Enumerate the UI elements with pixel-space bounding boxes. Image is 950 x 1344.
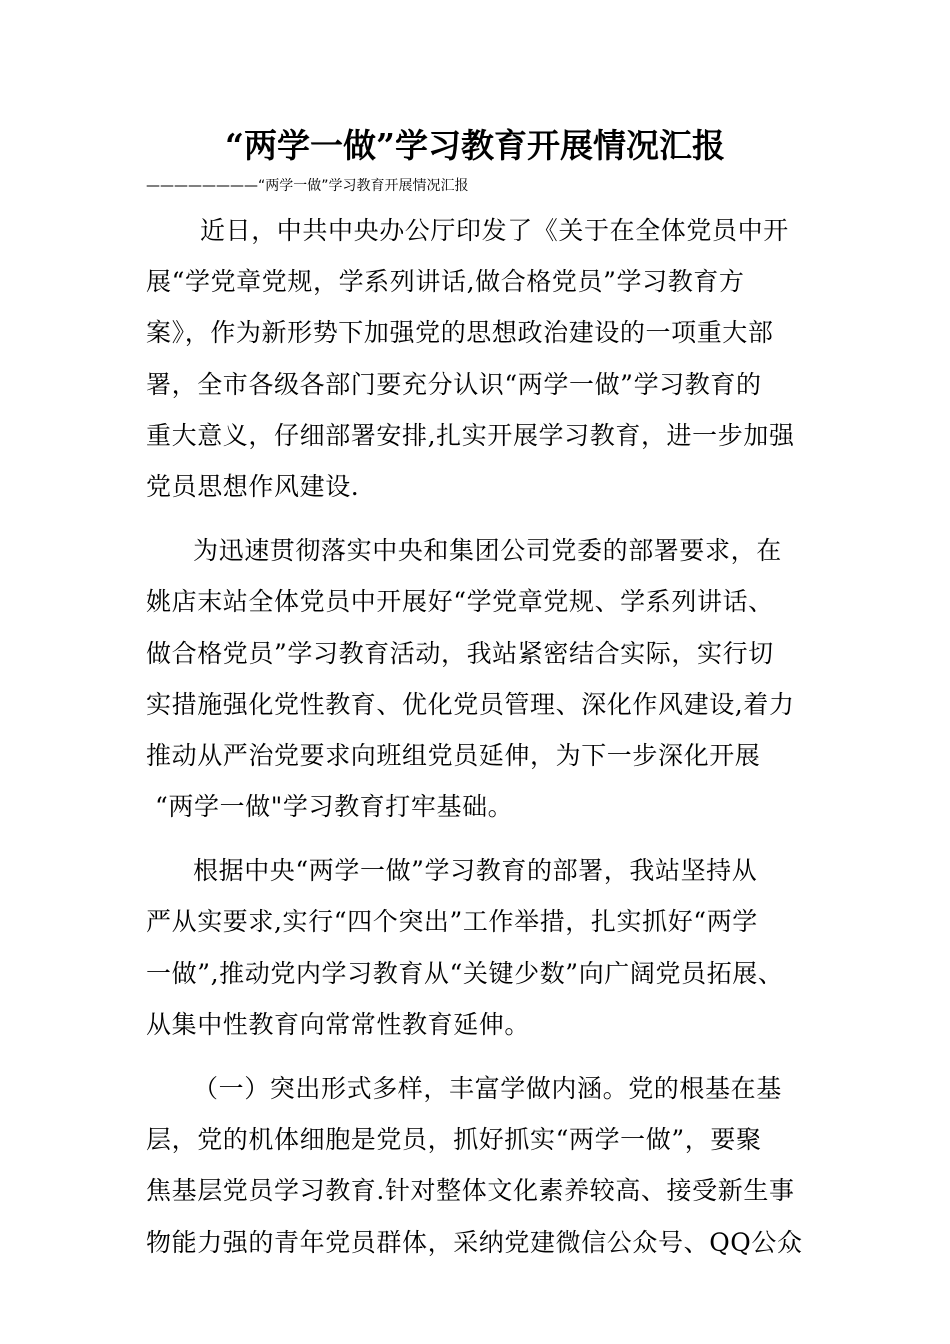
- paragraph: [146, 845, 811, 1050]
- document-title: “两学一做”学习教育开展情况汇报: [225, 126, 725, 165]
- text-line: 案》，作为新形势下加强党的思想政治建设的一项重大部: [146, 318, 774, 348]
- text-line: 党员思想作风建设.: [146, 471, 360, 501]
- text-line: 做合格党员”学习教育活动，我站紧密结合实际，实行切: [146, 638, 774, 668]
- text-line: 重大意义，仔细部署安排,扎实开展学习教育，进一步加强: [146, 420, 795, 450]
- paragraph: [146, 1063, 811, 1268]
- paragraph: [146, 205, 811, 512]
- text-line: 近日，中共中央办公厅印发了《关于在全体党员中开: [200, 216, 789, 245]
- text-line: 展“学党章党规，学系列讲话,做合格党员”学习教育方: [146, 267, 745, 297]
- text-line: 一做”,推动党内学习教育从“关键少数”向广阔党员拓展、: [146, 958, 784, 988]
- text-line: 署，全市各级各部门要充分认识“两学一做”学习教育的: [146, 369, 762, 399]
- text-line: 实措施强化党性教育、优化党员管理、深化作风建设,着力: [146, 689, 795, 719]
- text-line: 从集中性教育向常常性教育延伸。: [146, 1009, 531, 1039]
- text-line: 为迅速贯彻落实中央和集团公司党委的部署要求，在: [193, 536, 782, 566]
- text-line: 物能力强的青年党员群体，采纳党建微信公众号、QQ公众: [146, 1227, 803, 1257]
- text-line: 根据中央“两学一做”学习教育的部署，我站坚持从: [193, 856, 758, 886]
- paragraph: [146, 525, 811, 832]
- document-body: [146, 205, 811, 1268]
- text-line: 层，党的机体细胞是党员，抓好抓实“两学一做”，要聚: [146, 1125, 762, 1155]
- text-line: 姚店末站全体党员中开展好“学党章党规、学系列讲话、: [146, 587, 774, 617]
- text-line: “两学一做"学习教育打牢基础。: [155, 792, 514, 822]
- text-line: 严从实要求,实行“四个突出”工作举措，扎实抓好“两学: [146, 907, 758, 937]
- document-subtitle: ————————“两学一做”学习教育开展情况汇报: [146, 178, 469, 194]
- text-line: 焦基层党员学习教育.针对整体文化素养较高、接受新生事: [146, 1176, 795, 1206]
- text-line: 推动从严治党要求向班组党员延伸，为下一步深化开展: [146, 740, 761, 770]
- text-line: （一）突出形式多样，丰富学做内涵。党的根基在基: [193, 1074, 782, 1103]
